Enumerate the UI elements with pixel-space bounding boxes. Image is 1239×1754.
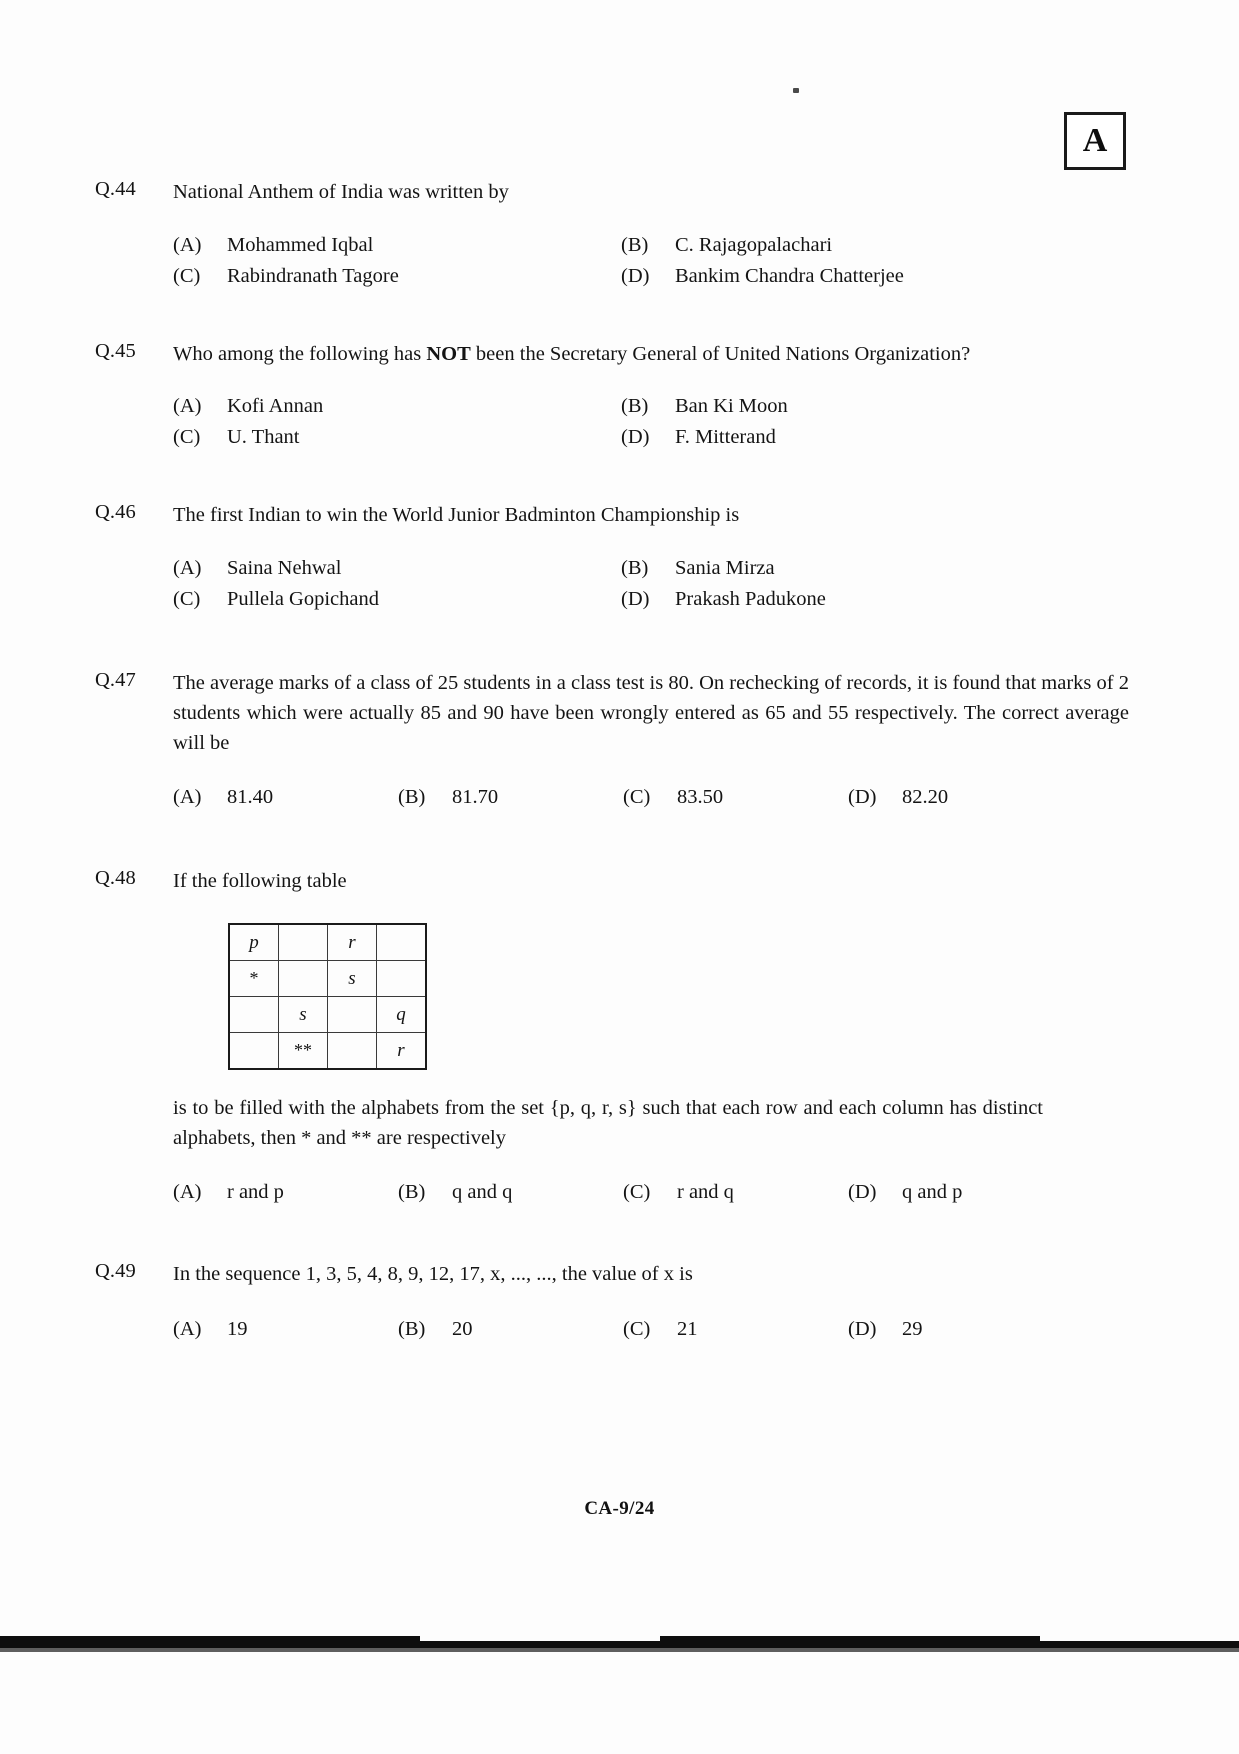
option-q46-a[interactable]: [173, 557, 621, 580]
scan-edge-nick-right: [660, 1636, 1040, 1642]
question-text-q44: National Anthem of India was written by: [173, 181, 509, 203]
option-tag: (C): [623, 786, 651, 809]
options-q44: [173, 234, 973, 288]
option-tag: (A): [173, 233, 202, 256]
grid-cell-r3c1: [229, 997, 279, 1033]
table-row: [229, 961, 426, 997]
question-heading-row: [95, 340, 1129, 370]
option-q48-a[interactable]: [173, 1181, 398, 1204]
option-q45-b[interactable]: [621, 395, 973, 418]
question-text-part1: Who among the following has: [173, 342, 427, 365]
option-tag: (B): [621, 395, 649, 418]
option-value: 19: [227, 1318, 248, 1341]
question-number-q48: Q.48: [95, 867, 136, 890]
question-number-q47: Q.47: [95, 669, 136, 692]
option-tag: (A): [173, 395, 202, 418]
option-value: Prakash Padukone: [675, 588, 826, 611]
question-heading-row: [95, 1260, 1129, 1290]
option-value: 81.40: [227, 786, 274, 809]
option-tag: (D): [621, 264, 650, 287]
question-number-q45: Q.45: [95, 339, 136, 362]
option-tag: (B): [621, 233, 649, 256]
grid-cell-r2c3: s: [328, 961, 377, 997]
option-value: r and p: [227, 1181, 284, 1204]
option-tag: (D): [621, 426, 650, 449]
question-text-q49: In the sequence 1, 3, 5, 4, 8, 9, 12, 17, x, ..., ..., the value of x is: [173, 1263, 693, 1286]
option-tag: (B): [398, 1318, 426, 1341]
question-heading-row: [95, 178, 1129, 208]
option-tag: (D): [848, 1318, 877, 1341]
option-value: q and q: [452, 1181, 513, 1204]
option-tag: (B): [621, 557, 649, 580]
option-q44-d[interactable]: [621, 265, 973, 288]
grid-cell-r2c2: [279, 961, 328, 997]
option-tag: (C): [623, 1181, 651, 1204]
option-value: q and p: [902, 1181, 963, 1204]
question-heading-row: [95, 669, 1129, 758]
option-row: [173, 234, 973, 257]
option-value: Rabindranath Tagore: [227, 264, 399, 287]
option-q45-d[interactable]: [621, 426, 973, 449]
question-block-q48: [0, 867, 1239, 1204]
version-letter: A: [1082, 122, 1108, 159]
option-q47-c[interactable]: [623, 786, 848, 809]
option-tag: (C): [173, 588, 201, 611]
option-value: Ban Ki Moon: [675, 395, 788, 418]
option-row: [173, 588, 973, 611]
question-number-q49: Q.49: [95, 1260, 136, 1283]
option-value: 83.50: [677, 786, 724, 809]
question-text-emphasis: NOT: [426, 342, 471, 365]
table-row: [229, 1033, 426, 1070]
option-value: r and q: [677, 1181, 734, 1204]
scan-artifact-speck: [793, 88, 799, 93]
option-q48-b[interactable]: [398, 1181, 623, 1204]
grid-cell-r1c2: [279, 924, 328, 961]
option-value: 82.20: [902, 786, 949, 809]
grid-cell-r4c4: r: [377, 1033, 427, 1070]
option-q49-b[interactable]: [398, 1318, 623, 1341]
question-block-q47: [0, 669, 1239, 809]
option-q44-b[interactable]: [621, 234, 973, 257]
option-q49-c[interactable]: [623, 1318, 848, 1341]
option-row: [173, 426, 973, 449]
option-value: 20: [452, 1318, 473, 1341]
grid-cell-r4c3: [328, 1033, 377, 1070]
option-tag: (B): [398, 786, 426, 809]
q48-table-wrapper: [228, 923, 1129, 1070]
grid-cell-r3c4: q: [377, 997, 427, 1033]
question-number-q44: Q.44: [95, 178, 136, 200]
question-heading-row: [95, 867, 1129, 897]
grid-cell-r1c4: [377, 924, 427, 961]
grid-cell-r3c3: [328, 997, 377, 1033]
grid-cell-r3c2: s: [279, 997, 328, 1033]
option-value: Saina Nehwal: [227, 557, 342, 580]
options-q48: [173, 1181, 1053, 1204]
alphabet-grid-table: [228, 923, 427, 1070]
option-row: [173, 265, 973, 288]
option-tag: (A): [173, 557, 202, 580]
question-text-part2: been the Secretary General of United Nations Organization?: [470, 342, 971, 365]
table-row: [229, 997, 426, 1033]
option-value: 21: [677, 1318, 698, 1341]
option-q44-a[interactable]: [173, 234, 621, 257]
grid-cell-r4c2: **: [279, 1033, 328, 1070]
scan-edge-nick-left: [0, 1636, 420, 1642]
option-q47-a[interactable]: [173, 786, 398, 809]
option-value: 81.70: [452, 786, 499, 809]
option-q48-c[interactable]: [623, 1181, 848, 1204]
option-q49-a[interactable]: [173, 1318, 398, 1341]
option-value: Kofi Annan: [227, 395, 324, 418]
option-tag: (C): [623, 1318, 651, 1341]
option-q49-d[interactable]: [848, 1318, 1073, 1341]
questions-container: [0, 178, 1239, 1385]
option-q47-d[interactable]: [848, 786, 1073, 809]
question-block-q44: [0, 178, 1239, 288]
option-tag: (D): [848, 786, 877, 809]
option-q48-d[interactable]: [848, 1181, 1073, 1204]
question-block-q49: [0, 1260, 1239, 1341]
options-q46: [173, 557, 973, 611]
option-tag: (A): [173, 1318, 202, 1341]
scan-edge-artifact: [0, 1641, 1239, 1648]
option-row: [173, 395, 973, 418]
option-value: Sania Mirza: [675, 557, 775, 580]
option-value: C. Rajagopalachari: [675, 233, 833, 256]
question-text-q46: The first Indian to win the World Junior Badminton Championship is: [173, 504, 740, 527]
option-tag: (D): [621, 588, 650, 611]
option-tag: (D): [848, 1181, 877, 1204]
question-text-q48: If the following table: [173, 870, 347, 893]
option-q47-b[interactable]: [398, 786, 623, 809]
option-q46-d[interactable]: [621, 588, 973, 611]
scan-edge-artifact-secondary: [0, 1648, 1239, 1652]
option-tag: (C): [173, 426, 201, 449]
option-value: 29: [902, 1318, 923, 1341]
option-tag: (A): [173, 1181, 202, 1204]
grid-cell-r2c1: *: [229, 961, 279, 997]
options-q47: [173, 786, 1053, 809]
option-q45-a[interactable]: [173, 395, 621, 418]
option-q46-b[interactable]: [621, 557, 973, 580]
option-value: Bankim Chandra Chatterjee: [675, 264, 904, 287]
option-q44-c[interactable]: [173, 265, 621, 288]
grid-cell-r4c1: [229, 1033, 279, 1070]
option-row: [173, 557, 973, 580]
option-q46-c[interactable]: [173, 588, 621, 611]
options-q45: [173, 395, 973, 449]
grid-cell-r1c3: r: [328, 924, 377, 961]
question-block-q46: [0, 501, 1239, 611]
option-value: U. Thant: [227, 426, 300, 449]
option-value: Pullela Gopichand: [227, 588, 380, 611]
option-value: F. Mitterand: [675, 426, 776, 449]
question-number-q46: Q.46: [95, 501, 136, 524]
question-block-q45: [0, 340, 1239, 450]
option-value: Mohammed Iqbal: [227, 233, 374, 256]
question-heading-row: [95, 501, 1129, 531]
question-text-q48-continued: is to be filled with the alphabets from the set {p, q, r, s} such that each row and each column has distinct alphabets, then * and ** are respectively: [173, 1097, 1043, 1149]
grid-cell-r1c1: p: [229, 924, 279, 961]
table-row: [229, 924, 426, 961]
options-q49: [173, 1318, 1053, 1341]
option-q45-c[interactable]: [173, 426, 621, 449]
question-text-q45: [173, 340, 1129, 370]
grid-cell-r2c4: [377, 961, 427, 997]
question-paper-version-box: [1064, 112, 1126, 170]
option-tag: (A): [173, 786, 202, 809]
option-tag: (C): [173, 264, 201, 287]
option-tag: (B): [398, 1181, 426, 1204]
page-footer-code: CA-9/24: [584, 1498, 655, 1519]
question-text-q47: The average marks of a class of 25 students in a class test is 80. On rechecking of records, it is found that marks of 2 students which were actually 85 and 90 have been wrongly entered as 65 and 55 respectively. The correct average will be: [173, 672, 1129, 754]
